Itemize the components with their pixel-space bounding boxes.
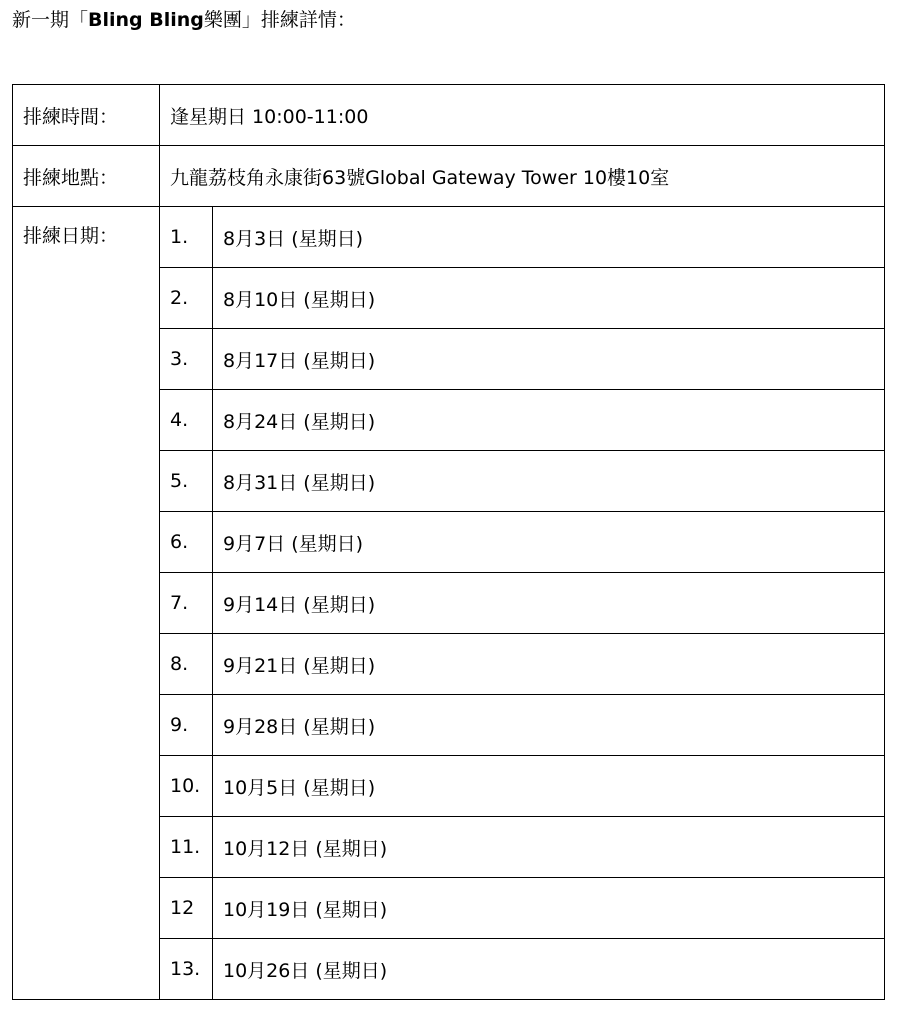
date-number: 12 [160,878,213,939]
title-suffix: 樂團」排練詳情： [203,9,356,31]
date-value: 8月31日 (星期日) [213,451,885,512]
date-number: 9. [160,695,213,756]
date-number: 6. [160,512,213,573]
date-value: 8月24日 (星期日) [213,390,885,451]
date-number: 13. [160,939,213,1000]
time-label: 排練時間： [13,85,160,146]
title-prefix: 新一期「 [12,9,89,31]
date-number: 3. [160,329,213,390]
date-number: 10. [160,756,213,817]
location-row [13,146,885,207]
date-number: 4. [160,390,213,451]
date-value: 9月7日 (星期日) [213,512,885,573]
date-value: 9月28日 (星期日) [213,695,885,756]
date-number: 11. [160,817,213,878]
date-value: 10月19日 (星期日) [213,878,885,939]
date-value: 10月12日 (星期日) [213,817,885,878]
date-value: 8月10日 (星期日) [213,268,885,329]
date-number: 1. [160,207,213,268]
date-value: 9月21日 (星期日) [213,634,885,695]
location-label: 排練地點： [13,146,160,207]
date-value: 8月17日 (星期日) [213,329,885,390]
location-value: 九龍荔枝角永康街63號Global Gateway Tower 10樓10室 [160,146,885,207]
page-title [12,6,356,34]
date-number: 7. [160,573,213,634]
date-number: 5. [160,451,213,512]
date-row [13,207,885,268]
time-row [13,85,885,146]
date-value: 10月5日 (星期日) [213,756,885,817]
date-value: 8月3日 (星期日) [213,207,885,268]
dates-label: 排練日期： [13,207,160,1000]
date-value: 9月14日 (星期日) [213,573,885,634]
time-value: 逢星期日 10:00-11:00 [160,85,885,146]
rehearsal-schedule-table [12,84,885,1000]
date-number: 2. [160,268,213,329]
date-value: 10月26日 (星期日) [213,939,885,1000]
date-number: 8. [160,634,213,695]
band-name: Bling Bling [88,9,204,31]
